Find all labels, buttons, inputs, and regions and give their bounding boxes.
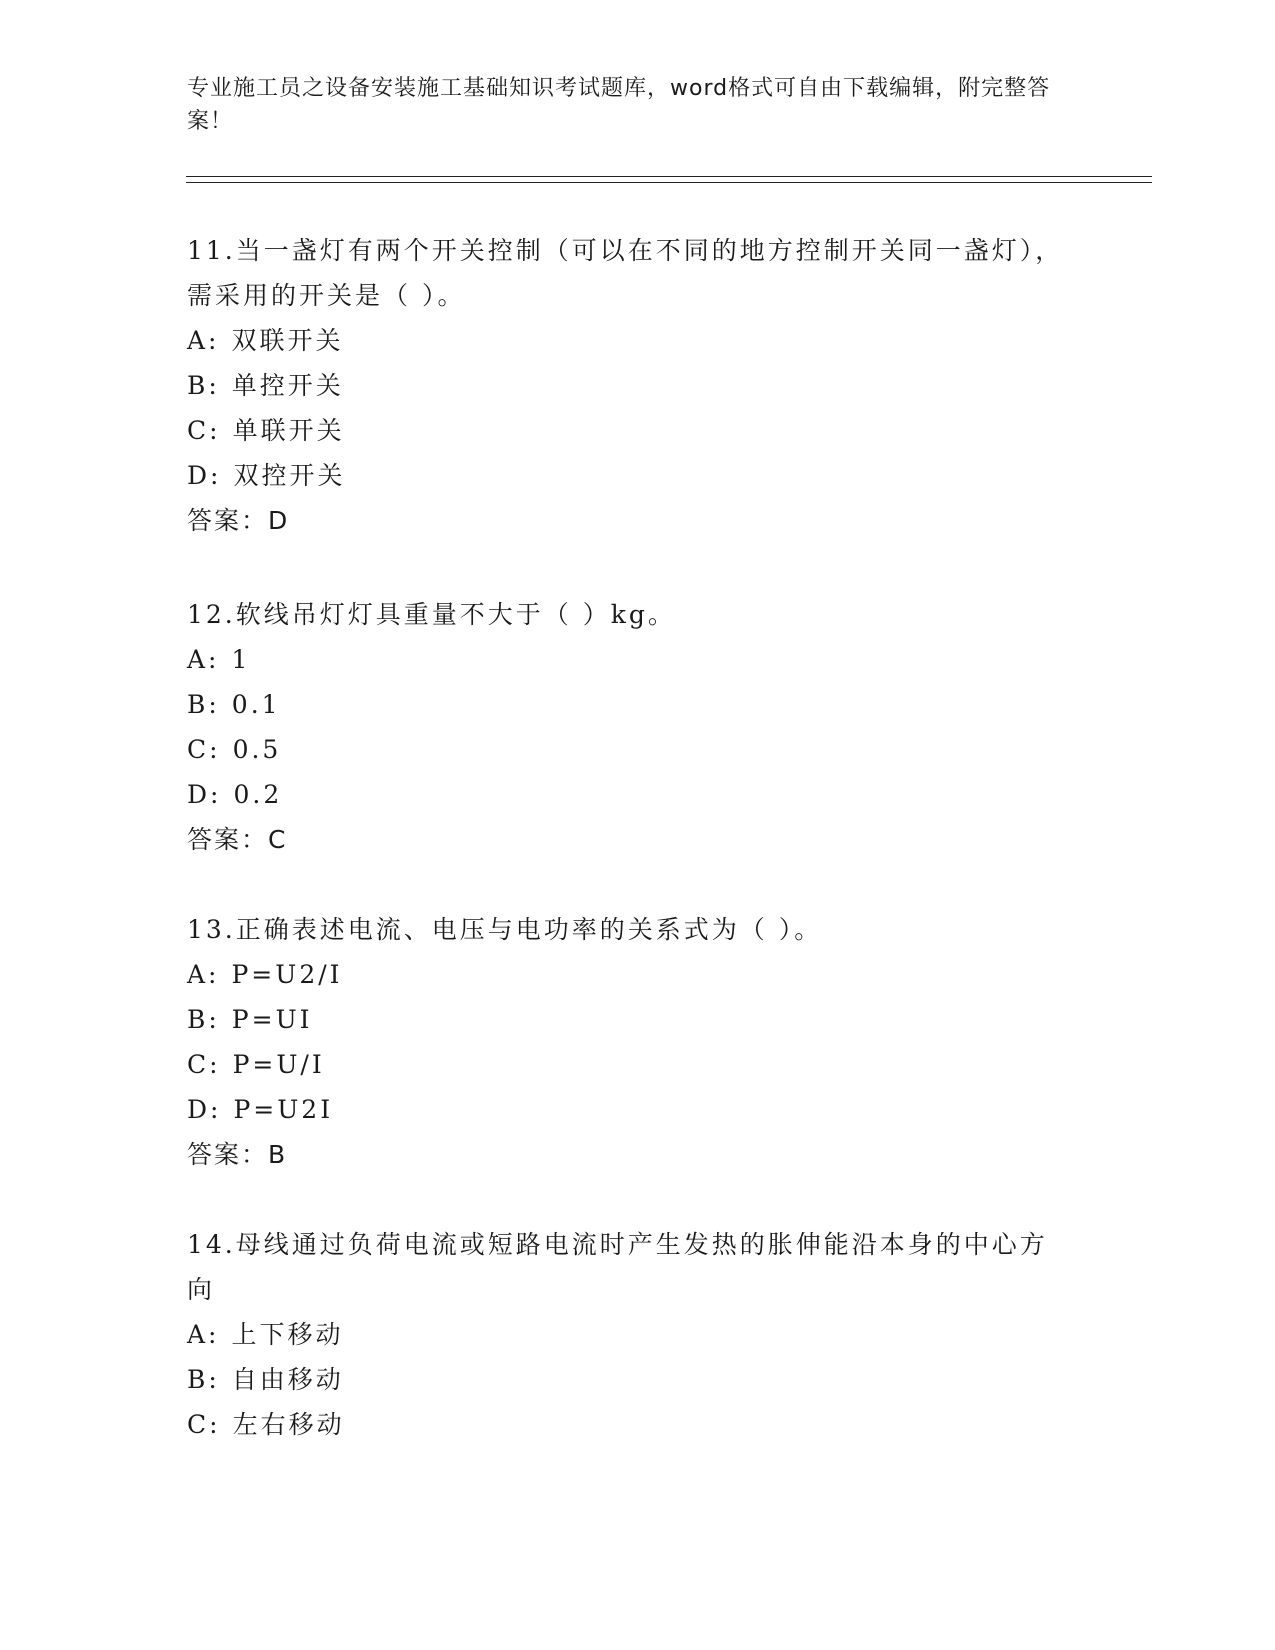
option-text: 自由移动 <box>231 1365 344 1394</box>
option-a <box>187 637 1087 682</box>
option-a <box>187 1312 1067 1357</box>
option-letter: A: <box>187 326 220 355</box>
option-text: 0.1 <box>231 690 281 719</box>
option-text: 0.2 <box>233 780 283 809</box>
option-letter: A: <box>187 960 220 989</box>
question-stem: 11.当一盏灯有两个开关控制（可以在不同的地方控制开关同一盏灯），需采用的开关是（ ）。 <box>187 236 1064 310</box>
option-b <box>187 682 1087 727</box>
option-d <box>187 772 1087 817</box>
header-divider-top <box>186 176 1152 177</box>
option-letter: B: <box>187 1005 220 1034</box>
option-text: 上下移动 <box>231 1320 344 1349</box>
option-a <box>187 952 1087 997</box>
option-text: 双控开关 <box>233 461 346 490</box>
option-b <box>187 363 1067 408</box>
option-text: 0.5 <box>232 735 282 764</box>
option-b <box>187 997 1087 1042</box>
option-letter: B: <box>187 371 220 400</box>
option-d <box>187 453 1067 498</box>
option-text: P=U2I <box>233 1095 334 1124</box>
option-letter: C: <box>187 416 221 445</box>
option-letter: A: <box>187 645 220 674</box>
option-letter: D: <box>187 780 222 809</box>
option-c <box>187 1402 1067 1447</box>
option-b <box>187 1357 1067 1402</box>
option-d <box>187 1087 1087 1132</box>
question-12 <box>187 592 1087 862</box>
option-letter: D: <box>187 1095 222 1124</box>
answer-line: 答案：D <box>187 506 290 535</box>
option-text: 双联开关 <box>231 326 344 355</box>
option-letter: C: <box>187 735 221 764</box>
answer-line: 答案：C <box>187 825 288 854</box>
question-13 <box>187 907 1087 1177</box>
header-divider-bottom <box>186 182 1152 183</box>
question-stem: 12.软线吊灯灯具重量不大于（ ）kg。 <box>187 600 676 629</box>
question-stem: 14.母线通过负荷电流或短路电流时产生发热的胀伸能沿本身的中心方向 <box>187 1230 1048 1304</box>
option-letter: B: <box>187 1365 220 1394</box>
option-letter: C: <box>187 1050 221 1079</box>
option-c <box>187 1042 1087 1087</box>
option-text: P=U/I <box>232 1050 325 1079</box>
option-a <box>187 318 1067 363</box>
option-text: 单联开关 <box>232 416 345 445</box>
question-14 <box>187 1222 1067 1447</box>
option-c <box>187 408 1067 453</box>
option-letter: D: <box>187 461 222 490</box>
document-intro: 专业施工员之设备安装施工基础知识考试题库，word格式可自由下载编辑，附完整答案！ <box>187 76 1051 134</box>
option-letter: A: <box>187 1320 220 1349</box>
question-stem: 13.正确表述电流、电压与电功率的关系式为（ ）。 <box>187 915 823 944</box>
option-text: 1 <box>231 645 251 674</box>
option-text: 单控开关 <box>231 371 344 400</box>
option-text: 左右移动 <box>232 1410 345 1439</box>
option-letter: C: <box>187 1410 221 1439</box>
answer-line: 答案：B <box>187 1140 288 1169</box>
option-text: P=U2/I <box>231 960 343 989</box>
option-text: P=UI <box>231 1005 313 1034</box>
option-c <box>187 727 1087 772</box>
question-11 <box>187 228 1067 543</box>
option-letter: B: <box>187 690 220 719</box>
